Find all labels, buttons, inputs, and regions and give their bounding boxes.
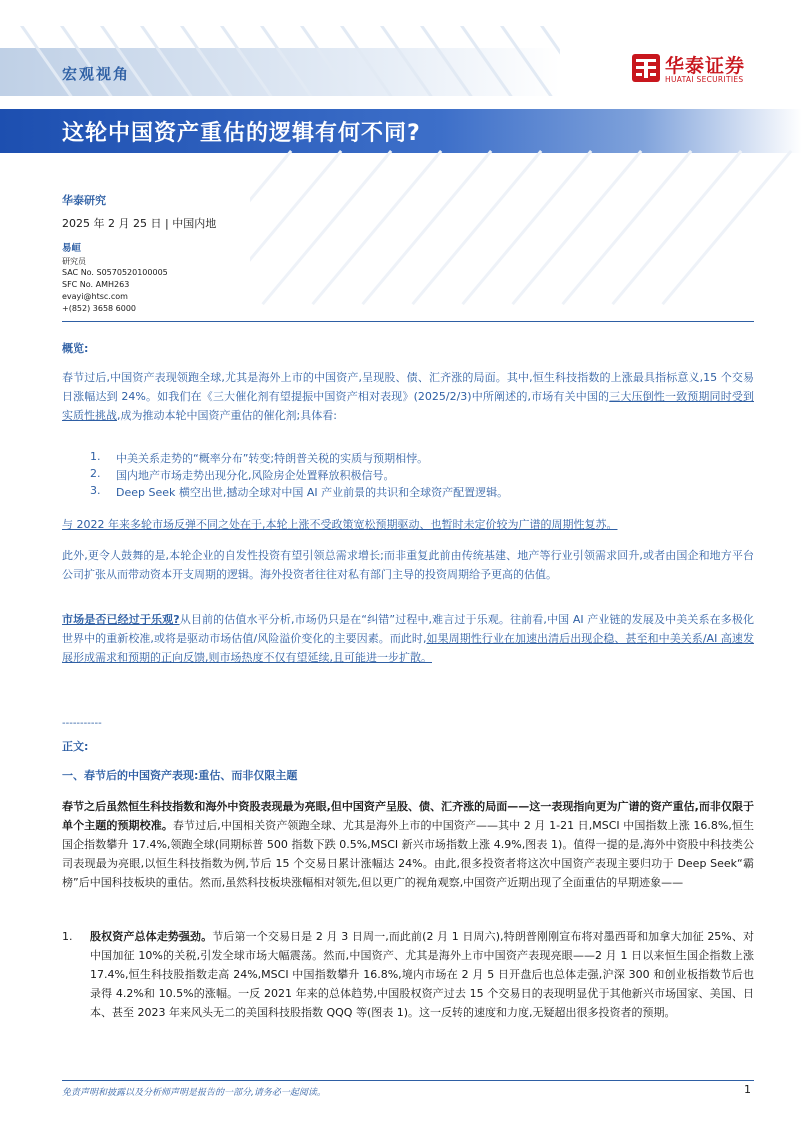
summary-p2-text: 与 2022 年来多轮市场反弹不同之处在于,本轮上涨不受政策宽松预期驱动、也暂时未定价较为广谱的周期性复苏。 — [62, 518, 618, 531]
item-lead: 股权资产总体走势强劲。 — [90, 930, 213, 943]
list-text: Deep Seek 横空出世,撼动全球对中国 AI 产业前景的共识和全球资产配置逻辑。 — [116, 486, 509, 499]
summary-heading: 概览: — [62, 342, 89, 355]
report-date-line — [62, 215, 216, 231]
date-separator: | — [164, 217, 169, 230]
section-1-heading: 一、春节后的中国资产表现:重估、而非仅限主题 — [62, 769, 298, 782]
body-label: 正文: — [62, 740, 89, 753]
author-phone: +(852) 3658 6000 — [62, 304, 137, 313]
list-number: 2. — [90, 467, 101, 480]
author-role: 研究员 — [62, 257, 86, 266]
summary-p4-underline: 如果周期性行业在加速出清后出现企稳、甚至和中美关系/AI 高速发展形成需求和预期的正向反馈,则市场热度不仅有望延续,且可能进一步扩散。 — [62, 632, 754, 664]
list-number: 1. — [90, 450, 101, 463]
research-org: 华泰研究 — [62, 194, 106, 207]
summary-p4-question: 市场是否已经过于乐观? — [62, 613, 180, 626]
summary-p1-text: 春节过后,中国资产表现领跑全球,尤其是海外上市的中国资产,呈现股、债、汇齐涨的局面。其中,恒生科技指数的上涨最具指标意义,15 个交易日涨幅达到 24%。如我们在《三大催化剂有望提振中国资产相对表现》(2025/2/3)中所阐述的,市场有关中国的 — [62, 371, 754, 403]
body-para-1 — [62, 797, 754, 892]
body-divider-dashes: ----------- — [62, 718, 102, 729]
author-email[interactable]: evayi@htsc.com — [62, 292, 128, 301]
huatai-logo-icon — [631, 53, 661, 83]
list-text: 国内地产市场走势出现分化,风险房企处置释放积极信号。 — [116, 469, 395, 482]
summary-p1-tail: ,成为推动本轮中国资产重估的催化剂;具体看: — [117, 409, 337, 422]
summary-para-2 — [62, 515, 754, 534]
author-sfc: SFC No. AMH263 — [62, 280, 130, 289]
section-tag: 宏观视角 — [62, 65, 131, 83]
summary-para-1 — [62, 368, 754, 425]
summary-para-3: 此外,更令人鼓舞的是,本轮企业的自发性投资有望引领总需求增长;而非重复此前由传统基建、地产等行业引领需求回升,或者由国企和地方平台公司扩张从而带动资本开支周期的逻辑。海外投资者往往对私有部门主导的投资周期给予更高的估值。 — [62, 549, 754, 581]
footer-divider — [62, 1080, 754, 1081]
page-number: 1 — [744, 1083, 751, 1096]
item-text: 节后第一个交易日是 2 月 3 日周一,而此前(2 月 1 日周六),特朗普刚刚宣布将对墨西哥和加拿大加征 25%、对中国加征 10%的关税,引发全球市场大幅震荡。然而,中国资产、尤其是海外上市中国资产表现亮眼——2 月 1 日以来恒生国企指数上涨 17.4%,恒生科技股指数走高 24%,MSCI 中国指数攀升 16.8%,境内市场在 2 月 5 日开盘后也总体走强,沪深 300 和创业板指数节后也录得 4.2%和 10.5%的涨幅。一反 2021 年来的总体趋势,中国股权资产过去 15 个交易日的表现明显优于其他新兴市场国家、美国、日本、甚至 2023 年来风头无二的美国科技股指数 QQQ 等(图表 1)。这一反转的速度和力度,无疑超出很多投资者的预期。 — [90, 930, 754, 1019]
report-date: 2025 年 2 月 25 日 — [62, 217, 162, 230]
byline-divider — [62, 321, 754, 322]
summary-para-4 — [62, 610, 754, 667]
footer-disclaimer: 免责声明和披露以及分析师声明是报告的一部分,请务必一起阅读。 — [62, 1088, 326, 1098]
author-sac: SAC No. S0570520100005 — [62, 268, 168, 277]
list-text: 中美关系走势的“概率分布”转变;特朗普关税的实质与预期相悖。 — [116, 452, 429, 465]
body-p1-text: 春节过后,中国相关资产领跑全球、尤其是海外上市的中国资产——其中 2 月 1-21 日,MSCI 中国指数上涨 16.8%,恒生国企指数攀升 17.4%,领跑全球(同期标普 500 指数下跌 0.5%,MSCI 新兴市场指数上涨 4.9%,图表 1)。值得一提的是,海外中资股中科技类公司表现最为亮眼,以恒生科技指数为例,节后 15 个交易日累计涨幅达 24%。由此,很多投资者将这次中国资产表现主要归功于 Deep Seek“霸榜”后中国科技板块的重估。然而,虽然科技板块涨幅相对领先,但以更广的视角观察,中国资产近期出现了全面重估的早期迹象—— — [62, 819, 754, 889]
author-name: 易峘 — [62, 243, 82, 254]
item-number: 1. — [62, 930, 73, 943]
body-p1-lead: 春节之后虽然恒生科技指数和海外中资股表现最为亮眼,但中国资产呈股、债、汇齐涨的局面——这一表现指向更为广谱的资产重估,而非仅限于单个主题的预期校准。 — [62, 800, 754, 832]
item-body — [90, 927, 754, 1022]
watermark-stripes — [250, 150, 802, 350]
logo-text-cn: 华泰证券 — [665, 55, 746, 77]
logo-text-en: HUATAI SECURITIES — [665, 75, 744, 84]
list-number: 3. — [90, 484, 101, 497]
header-stripes — [0, 26, 560, 96]
summary-p4-text: 从目前的估值水平分析,市场仍只是在“纠错”过程中,难言过于乐观。往前看,中国 AI 产业链的发展及中美关系在多极化世界中的重新校准,或将是驱动市场估值/风险溢价变化的主要因素。而此时, — [62, 613, 754, 645]
brand-logo — [631, 49, 761, 89]
summary-p1-underline: 三大压倒性一致预期同时受到实质性挑战 — [62, 390, 754, 422]
report-title: 这轮中国资产重估的逻辑有何不同? — [62, 121, 421, 146]
report-region: 中国内地 — [172, 217, 217, 230]
